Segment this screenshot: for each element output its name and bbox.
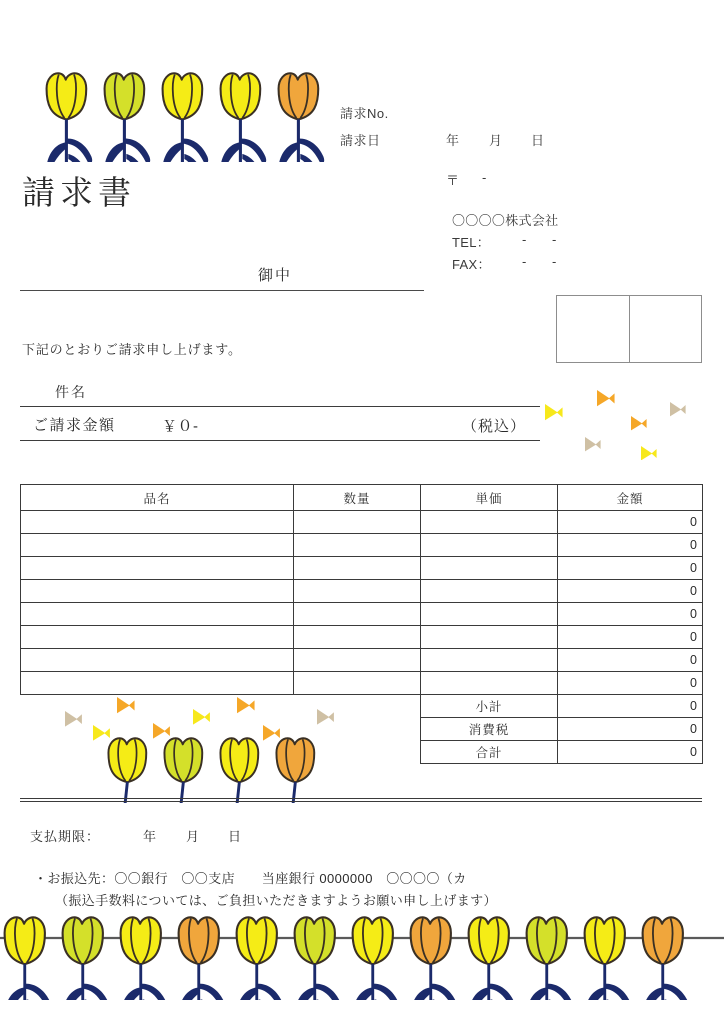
item-amount-cell[interactable]: 0 bbox=[558, 511, 703, 534]
item-amount-cell[interactable]: 0 bbox=[558, 580, 703, 603]
billing-amount-value: ￥０- bbox=[162, 418, 199, 435]
issuer-tel-label: TEL： bbox=[452, 235, 491, 250]
item-amount-cell[interactable]: 0 bbox=[558, 534, 703, 557]
mid-tulip-decoration bbox=[100, 735, 350, 803]
table-row bbox=[21, 534, 703, 557]
item-name-cell[interactable] bbox=[21, 511, 294, 534]
item-name-cell[interactable] bbox=[21, 580, 294, 603]
bottom-tulip-border bbox=[0, 916, 724, 1000]
statement-text: 下記のとおりご請求申し上げます。 bbox=[22, 342, 242, 357]
column-header-amount: 金額 bbox=[558, 485, 703, 511]
issuer-fax-label: FAX： bbox=[452, 257, 491, 272]
item-unit-price-cell[interactable] bbox=[421, 672, 558, 695]
item-unit-price-cell[interactable] bbox=[421, 534, 558, 557]
issuer-company-name: 〇〇〇〇株式会社 bbox=[452, 213, 559, 228]
item-qty-cell[interactable] bbox=[294, 649, 421, 672]
issuer-tel-dash-1: - bbox=[522, 232, 527, 247]
invoice-no-label: 請求No. bbox=[340, 106, 389, 121]
totals-value-cell[interactable]: 0 bbox=[558, 741, 703, 764]
item-unit-price-cell[interactable] bbox=[421, 626, 558, 649]
table-row bbox=[21, 672, 703, 695]
billing-amount-label: ご請求金額 bbox=[33, 417, 116, 434]
top-tulip-decoration bbox=[36, 66, 336, 162]
bow-decoration-amount bbox=[535, 388, 724, 460]
item-name-cell[interactable] bbox=[21, 534, 294, 557]
item-amount-cell[interactable]: 0 bbox=[558, 672, 703, 695]
totals-value-cell[interactable]: 0 bbox=[558, 695, 703, 718]
item-unit-price-cell[interactable] bbox=[421, 649, 558, 672]
item-unit-price-cell[interactable] bbox=[421, 557, 558, 580]
column-header-name: 品名 bbox=[21, 485, 294, 511]
table-row bbox=[21, 626, 703, 649]
totals-value-cell[interactable]: 0 bbox=[558, 718, 703, 741]
issuer-fax-dash-1: - bbox=[522, 254, 527, 269]
item-name-cell[interactable] bbox=[21, 626, 294, 649]
item-qty-cell[interactable] bbox=[294, 626, 421, 649]
due-date-year: 年 bbox=[143, 829, 157, 844]
totals-label-cell: 合計 bbox=[421, 741, 558, 764]
item-unit-price-cell[interactable] bbox=[421, 511, 558, 534]
stamp-cell-right bbox=[630, 296, 702, 362]
due-date-day: 日 bbox=[228, 829, 242, 844]
item-amount-cell[interactable]: 0 bbox=[558, 603, 703, 626]
postal-mark: 〒 bbox=[446, 173, 460, 188]
item-name-cell[interactable] bbox=[21, 603, 294, 626]
column-header-unit-price: 単価 bbox=[421, 485, 558, 511]
due-date-month: 月 bbox=[186, 829, 200, 844]
invoice-date-day: 日 bbox=[531, 133, 545, 148]
item-qty-cell[interactable] bbox=[294, 511, 421, 534]
subject-label: 件名 bbox=[55, 384, 87, 400]
item-name-cell[interactable] bbox=[21, 672, 294, 695]
issuer-fax-dash-2: - bbox=[552, 254, 557, 269]
item-name-cell[interactable] bbox=[21, 649, 294, 672]
item-unit-price-cell[interactable] bbox=[421, 603, 558, 626]
item-amount-cell[interactable]: 0 bbox=[558, 649, 703, 672]
subject-rule bbox=[20, 406, 540, 407]
due-date-label: 支払期限： bbox=[30, 829, 101, 844]
table-header-row bbox=[21, 485, 703, 511]
amount-rule bbox=[20, 440, 540, 441]
section-divider bbox=[20, 798, 702, 802]
issuer-tel-dash-2: - bbox=[552, 232, 557, 247]
item-qty-cell[interactable] bbox=[294, 580, 421, 603]
column-header-qty: 数量 bbox=[294, 485, 421, 511]
customer-name-rule bbox=[20, 290, 424, 291]
customer-honorific: 御中 bbox=[258, 267, 293, 284]
item-qty-cell[interactable] bbox=[294, 603, 421, 626]
tax-inclusive-note: （税込） bbox=[462, 418, 527, 435]
table-row bbox=[21, 649, 703, 672]
item-amount-cell[interactable]: 0 bbox=[558, 626, 703, 649]
totals-label-cell: 小計 bbox=[421, 695, 558, 718]
invoice-date-month: 月 bbox=[489, 133, 503, 148]
item-unit-price-cell[interactable] bbox=[421, 580, 558, 603]
item-name-cell[interactable] bbox=[21, 557, 294, 580]
item-qty-cell[interactable] bbox=[294, 557, 421, 580]
item-amount-cell[interactable]: 0 bbox=[558, 557, 703, 580]
stamp-cell-left bbox=[557, 296, 630, 362]
table-row bbox=[21, 557, 703, 580]
page-title: 請求書 bbox=[22, 174, 136, 211]
invoice-date-label: 請求日 bbox=[340, 133, 381, 148]
postal-dash: - bbox=[482, 170, 487, 185]
stamp-box bbox=[556, 295, 702, 363]
invoice-date-year: 年 bbox=[446, 133, 460, 148]
table-row bbox=[21, 580, 703, 603]
item-qty-cell[interactable] bbox=[294, 672, 421, 695]
bank-transfer-info: ・お振込先：〇〇銀行 〇〇支店 当座銀行 0000000 〇〇〇〇（カ bbox=[34, 871, 467, 886]
table-row bbox=[21, 603, 703, 626]
table-row bbox=[21, 511, 703, 534]
transfer-fee-note: （振込手数料については、ご負担いただきますようお願い申し上げます） bbox=[55, 893, 497, 908]
totals-label-cell: 消費税 bbox=[421, 718, 558, 741]
item-qty-cell[interactable] bbox=[294, 534, 421, 557]
